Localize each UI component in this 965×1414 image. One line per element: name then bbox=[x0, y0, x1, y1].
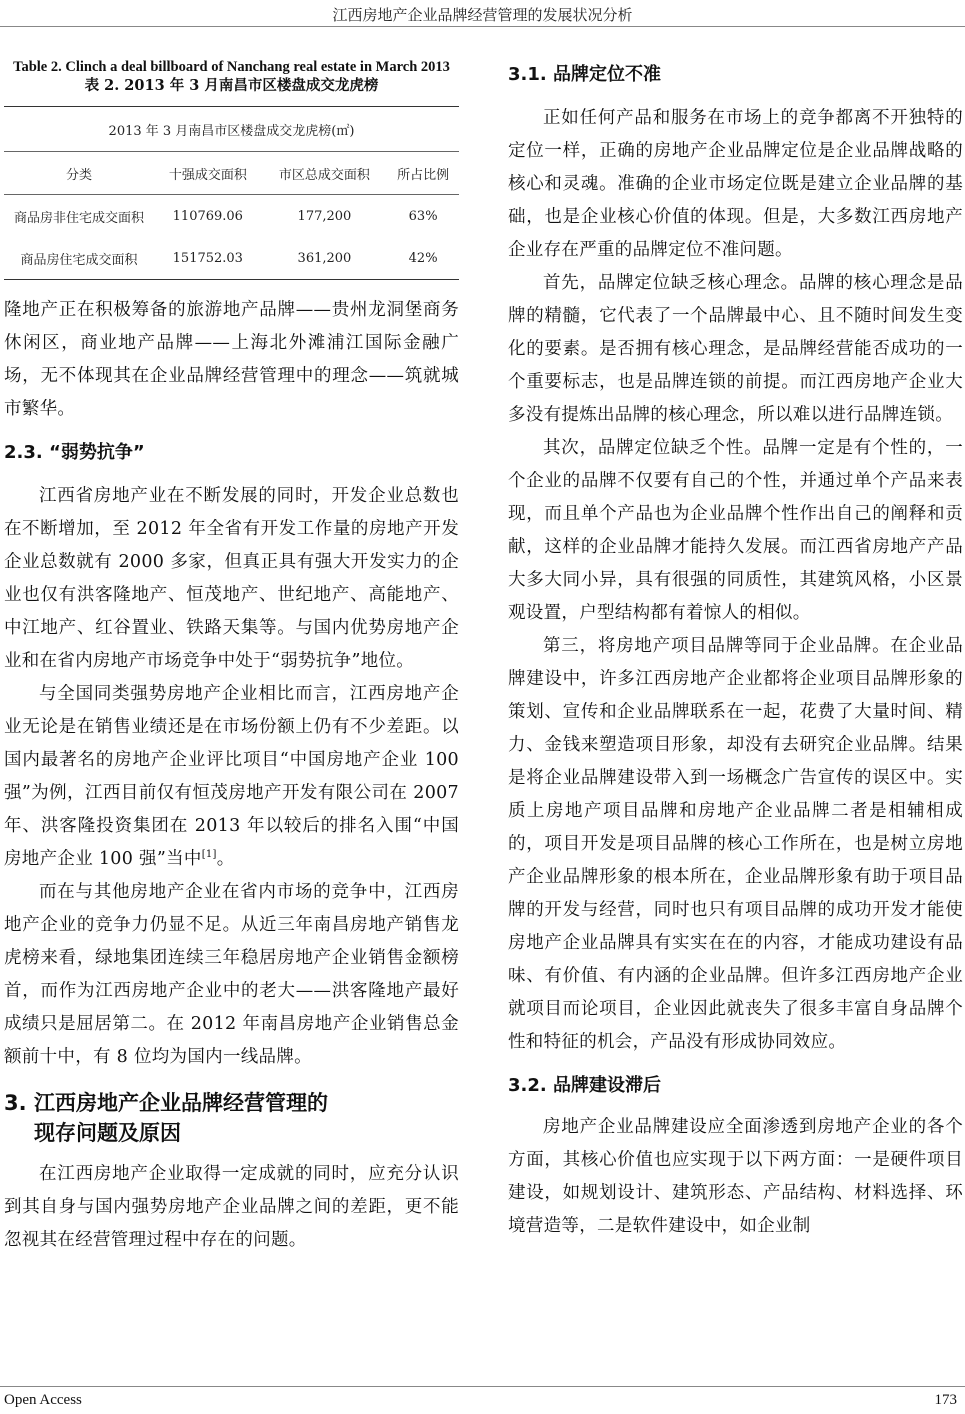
table-title: 2013 年 3 月南昌市区楼盘成交龙虎榜(㎡) bbox=[4, 107, 459, 152]
section-heading-3-2: 3.2. 品牌建设滞后 bbox=[508, 1075, 661, 1096]
paragraph: 首先，品牌定位缺乏核心理念。品牌的核心理念是品牌的精髓，它代表了一个品牌最中心、且不随时间发生变化的要素。是否拥有核心理念，是品牌经营能否成功的一个重要标志，也是品牌连锁的前提。而江西房地产企业大多没有提炼出品牌的核心理念，所以难以进行品牌连锁。 bbox=[508, 273, 963, 425]
table-cell: 商品房非住宅成交面积 bbox=[13, 210, 144, 226]
data-table bbox=[4, 106, 459, 280]
footer-rule bbox=[0, 1386, 965, 1387]
section-heading-2-3: 2.3. “弱势抗争” bbox=[4, 442, 145, 463]
running-head: 江西房地产企业品牌经营管理的发展状况分析 bbox=[332, 6, 633, 24]
table-cell: 110769.06 bbox=[172, 208, 243, 224]
table-row bbox=[4, 195, 459, 238]
table-cell: 151752.03 bbox=[154, 237, 262, 280]
footer-open-access: Open Access bbox=[4, 1392, 82, 1408]
paragraph: 第三，将房地产项目品牌等同于企业品牌。在企业品牌建设中，许多江西房地产企业都将企业项目品牌形象的策划、宣传和企业品牌联系在一起，花费了大量时间、精力、金钱来塑造项目形象，却没有去研究企业品牌。结果是将企业品牌建设带入到一场概念广告宣传的误区中。实质上房地产项目品牌和房地产企业品牌二者是相辅相成的，项目开发是项目品牌的核心工作所在，也是树立房地产企业品牌形象的根本所在，企业品牌形象有助于项目品牌的开发与经营，同时也只有项目品牌的成功开发才能使房地产企业品牌具有实实在在的内容，才能成功建设有品味、有价值、有内涵的企业品牌。但许多江西房地产企业就项目而论项目，企业因此就丧失了很多丰富自身品牌个性和特征的机会，产品没有形成协同效应。 bbox=[508, 636, 963, 1052]
section-number: 3. bbox=[4, 1091, 27, 1115]
table-caption-en: Table 2. Clinch a deal billboard of Nanchang real estate in March 2013 bbox=[13, 59, 450, 75]
table-header-cell: 分类 bbox=[4, 152, 154, 195]
paragraph: 而在与其他房地产企业在省内市场的竞争中，江西房地产企业的竞争力仍显不足。从近三年南昌房地产销售龙虎榜来看，绿地集团连续三年稳居房地产企业销售金额榜首，而作为江西房地产企业中的老大——洪客隆地产最好成绩只是屈居第二。在 2012 年南昌房地产企业销售总金额前十中，有 8 位均为国内一线品牌。 bbox=[4, 882, 459, 1067]
left-column bbox=[4, 52, 459, 1257]
paragraph: 正如任何产品和服务在市场上的竞争都离不开独特的定位一样，正确的房地产企业品牌定位是企业品牌战略的核心和灵魂。准确的企业市场定位既是建立企业品牌的基础，也是企业核心价值的体现。但是，大多数江西房地产企业存在严重的品牌定位不准问题。 bbox=[508, 108, 963, 260]
paragraph-text: 。 bbox=[216, 849, 235, 869]
paragraph: 房地产企业品牌建设应全面渗透到房地产企业的各个方面，其核心价值也应实现于以下两方面：一是硬件项目建设，如规划设计、建筑形态、产品结构、材料选择、环境营造等，二是软件建设中，如企业制 bbox=[508, 1117, 963, 1236]
citation-ref: [1] bbox=[201, 849, 217, 861]
table-cell: 361,200 bbox=[262, 237, 388, 280]
paragraph: 在江西房地产企业取得一定成就的同时，应充分认识到其自身与国内强势房地产企业品牌之间的差距，更不能忽视其在经营管理过程中存在的问题。 bbox=[4, 1164, 459, 1250]
page-number: 173 bbox=[934, 1392, 957, 1408]
header-rule bbox=[0, 26, 965, 27]
paragraph-text: 与全国同类强势房地产企业相比而言，江西房地产企业无论是在销售业绩还是在市场份额上仍有不少差距。以国内最著名的房地产企业评比项目“中国房地产企业 100 强”为例，江西目前仅有恒茂房地产开发有限公司在 2007 年、洪客隆投资集团在 2013 年以较后的排名入围“中国房地产企业 100 强”当中 bbox=[4, 684, 459, 869]
section-heading-3 bbox=[4, 1088, 459, 1148]
section-title-line2: 现存问题及原因 bbox=[34, 1121, 181, 1145]
paragraph bbox=[4, 678, 459, 876]
paragraph: 其次，品牌定位缺乏个性。品牌一定是有个性的，一个企业的品牌不仅要有自己的个性，并通过单个产品来表现，而且单个产品也为企业品牌个性作出自己的阐释和贡献，这样的企业品牌才能持久发展。而江西省房地产产品大多大同小异，具有很强的同质性，其建筑风格，小区景观设置，户型结构都有着惊人的相似。 bbox=[508, 438, 963, 623]
table-cell: 177,200 bbox=[297, 208, 352, 224]
table-header-cell: 市区总成交面积 bbox=[262, 152, 388, 195]
section-title-line1: 江西房地产企业品牌经营管理的 bbox=[34, 1091, 328, 1115]
section-heading-3-1: 3.1. 品牌定位不准 bbox=[508, 64, 661, 85]
table-cell: 63% bbox=[408, 208, 438, 224]
table-row bbox=[4, 237, 459, 280]
table-cell: 商品房住宅成交面积 bbox=[4, 237, 154, 280]
paragraph: 江西省房地产业在不断发展的同时，开发企业总数也在不断增加，至 2012 年全省有开发工作量的房地产开发企业总数就有 2000 多家，但真正具有强大开发实力的企业也仅有洪客隆地产、恒茂地产、世纪地产、高能地产、中江地产、红谷置业、铁路天集等。与国内优势房地产企业和在省内房地产市场竞争中处于“弱势抗争”地位。 bbox=[4, 486, 459, 671]
table-cell: 42% bbox=[387, 237, 459, 280]
table-caption-zh: 表 2. 2013 年 3 月南昌市区楼盘成交龙虎榜 bbox=[84, 77, 379, 94]
table-header-cell: 十强成交面积 bbox=[154, 152, 262, 195]
table-header-cell: 所占比例 bbox=[387, 152, 459, 195]
paragraph: 隆地产正在积极筹备的旅游地产品牌——贵州龙洞堡商务休闲区，商业地产品牌——上海北外滩浦江国际金融广场，无不体现其在企业品牌经营管理中的理念——筑就城市繁华。 bbox=[4, 300, 459, 419]
right-column bbox=[508, 52, 963, 1243]
